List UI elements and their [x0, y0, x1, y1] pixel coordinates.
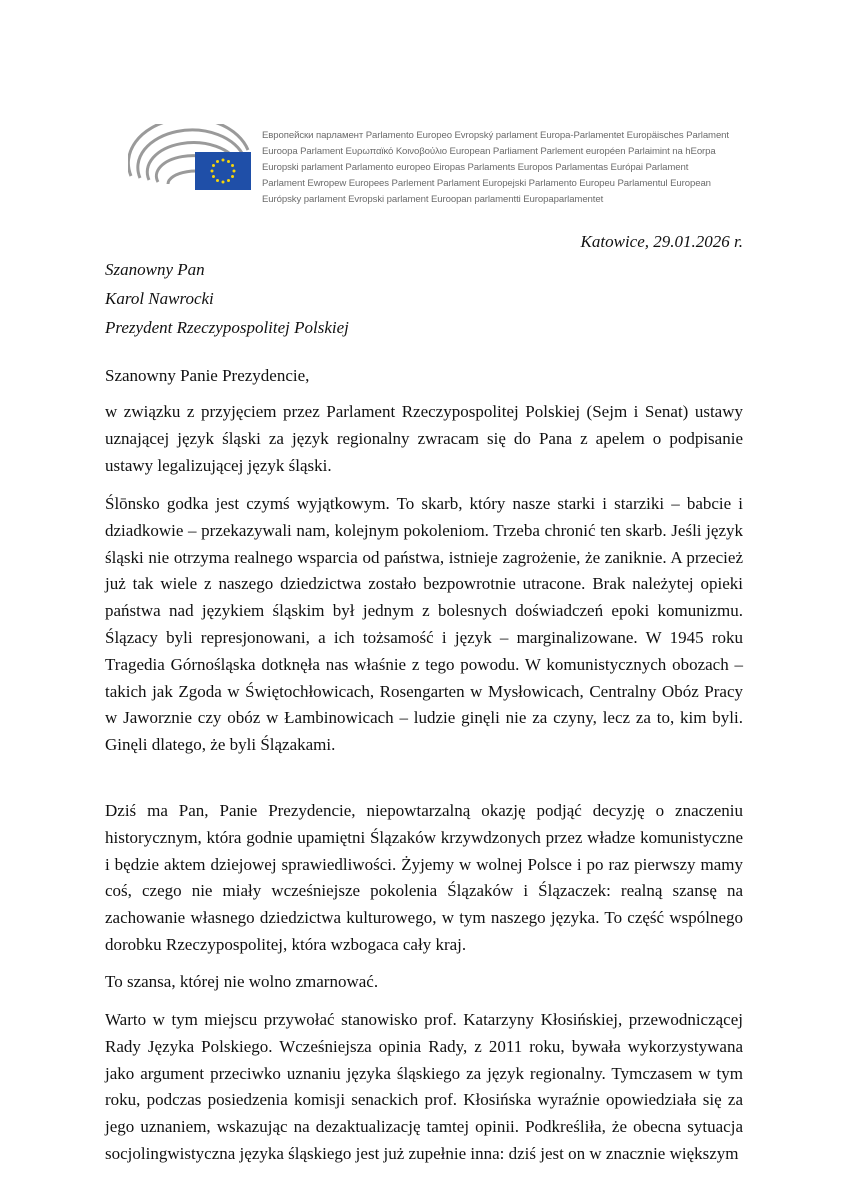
paragraph-2-line: Ślōnsko godka jest czymś wyjątkowym. To skarb, który nasze starki i starziki – babcie i [105, 494, 743, 513]
paragraph-3-line: zachowanie własnego dziedzictwa kulturowego, w tym naszego języka. To część wspólnego [105, 908, 743, 928]
eu-star-icon [227, 160, 230, 163]
paragraph-5-line: jako argument przeciwko uznaniu języka śląskiego za język regionalny. Tymczasem w tym [105, 1063, 743, 1083]
letter-salutation: Szanowny Panie Prezydencie, [105, 366, 310, 385]
paragraph-1-line: w związku z przyjęciem przez Parlament Rzeczypospolitej Polskiej (Sejm i Senat) ustawy [105, 402, 743, 421]
paragraph-4-line: To szansa, której nie wolno zmarnować. [105, 972, 379, 991]
paragraph-3-line: coś, czego nie miały wcześniejsze pokolenia Ślązaków i Ślązaczek: realną szansę na [105, 881, 743, 901]
paragraph-5-line: roku, podczas posiedzenia komisji senackich prof. Kłosińska wyraźnie opowiedziała się za [105, 1090, 743, 1110]
paragraph-1-line: uznającej język śląski za język regionalny zwracam się do Pana z apelem o podpisanie [105, 428, 743, 448]
eu-star-icon [216, 160, 219, 163]
paragraph-5-line: jego uznaniem, wskazując na dezaktualizację tamtej opinii. Podkreśliła, że obecna sytuacja [105, 1117, 743, 1137]
eu-star-icon [212, 164, 215, 167]
eu-star-icon [222, 159, 225, 162]
recipient-title: Prezydent Rzeczypospolitej Polskiej [105, 318, 349, 337]
logo-text-line: Európsky parlament Evropski parlament Euroopan parlamentti Europaparlamentet [262, 194, 604, 205]
eu-star-icon [227, 179, 230, 182]
eu-star-icon [233, 170, 236, 173]
eu-star-icon [231, 175, 234, 178]
recipient-salutation: Szanowny Pan [105, 260, 205, 279]
logo-text-line: Euroopa Parlament Ευρωπαϊκό Κοινοβούλιο European Parliament Parlement européen Parlaimint na hEorpa [262, 146, 716, 157]
eu-flag [195, 152, 251, 190]
paragraph-3-line: historycznym, która godnie upamiętni Ślązaków krzywdzonych przez władze komunistyczne [105, 827, 743, 847]
eu-star-icon [231, 164, 234, 167]
paragraph-5-line: Warto w tym miejscu przywołać stanowisko prof. Katarzyny Kłosińskiej, przewodniczącej [105, 1010, 743, 1029]
paragraph-2-line: dziadkowie – przekazywali nam, kolejnym pokoleniom. Trzeba chronić ten skarb. Jeśli język [105, 520, 743, 540]
paragraph-5-line: Rady Języka Polskiego. Wcześniejsza opinia Rady, z 2011 roku, bywała wykorzystywana [105, 1036, 743, 1056]
paragraph-2-line: już tak wiele z naszego dziedzictwa zostało bezpowrotnie utracone. Brak należytej opieki [105, 574, 743, 594]
parliament-name-multilingual [262, 128, 729, 208]
paragraph-5-line: socjolingwistyczna języka śląskiego jest już zupełnie inna: dziś jest on w znacznie większym [105, 1144, 739, 1163]
paragraph-3-line: Dziś ma Pan, Panie Prezydencie, niepowtarzalną okazję podjąć decyzję o znaczeniu [105, 801, 743, 820]
paragraph-3-line: i będzie aktem dziejowej sprawiedliwości. Żyjemy w wolnej Polsce i po raz pierwszy mamy [105, 854, 743, 874]
european-parliament-emblem-icon [128, 124, 253, 192]
paragraph-2-line: w Jaworznie czy obóz w Łambinowicach – ludzie ginęli nie za czyny, lecz za to, kim byli. [105, 708, 743, 728]
paragraph-2-line: państwa nad językiem śląskim był jednym z bolesnych doświadczeń epoki komunizmu. [105, 601, 743, 621]
paragraph-3-line: dorobku Rzeczypospolitej, która wzbogaca cały kraj. [105, 935, 467, 954]
logo-text-line: Европейски парламент Parlamento Europeo Evropský parlament Europa-Parlamentet Europäisches Parlament [262, 130, 729, 141]
recipient-name: Karol Nawrocki [105, 289, 214, 308]
paragraph-2-line: Tragedia Górnośląska dotknęła nas właśnie z tego powodu. W komunistycznych obozach – [105, 654, 743, 674]
paragraph-2-line: Ślązacy byli represjonowani, a ich tożsamość i język – marginalizowane. W 1945 roku [105, 628, 743, 647]
paragraph-2-line: takich jak Zgoda w Świętochłowicach, Rosengarten w Mysłowicach, Centralny Obóz Pracy [105, 681, 743, 701]
letter-date: Katowice, 29.01.2026 r. [580, 232, 743, 251]
eu-star-icon [222, 181, 225, 184]
paragraph-2-line: Ginęli dlatego, że byli Ślązakami. [105, 735, 336, 755]
paragraph-2-line: śląski nie otrzyma realnego wsparcia od państwa, istnieje zagrożenie, że zaniknie. A przecież [105, 547, 743, 567]
logo-text-line: Europski parlament Parlamento europeo Eiropas Parlaments Europos Parlamentas Európai Parlament [262, 162, 689, 173]
logo-text-line: Parlament Ewropew Europees Parlement Parlament Europejski Parlamento Europeu Parlamentul European [262, 178, 711, 189]
eu-star-icon [211, 170, 214, 173]
eu-star-icon [212, 175, 215, 178]
eu-star-icon [216, 179, 219, 182]
paragraph-1-line: ustawy legalizującej język śląski. [105, 455, 332, 475]
